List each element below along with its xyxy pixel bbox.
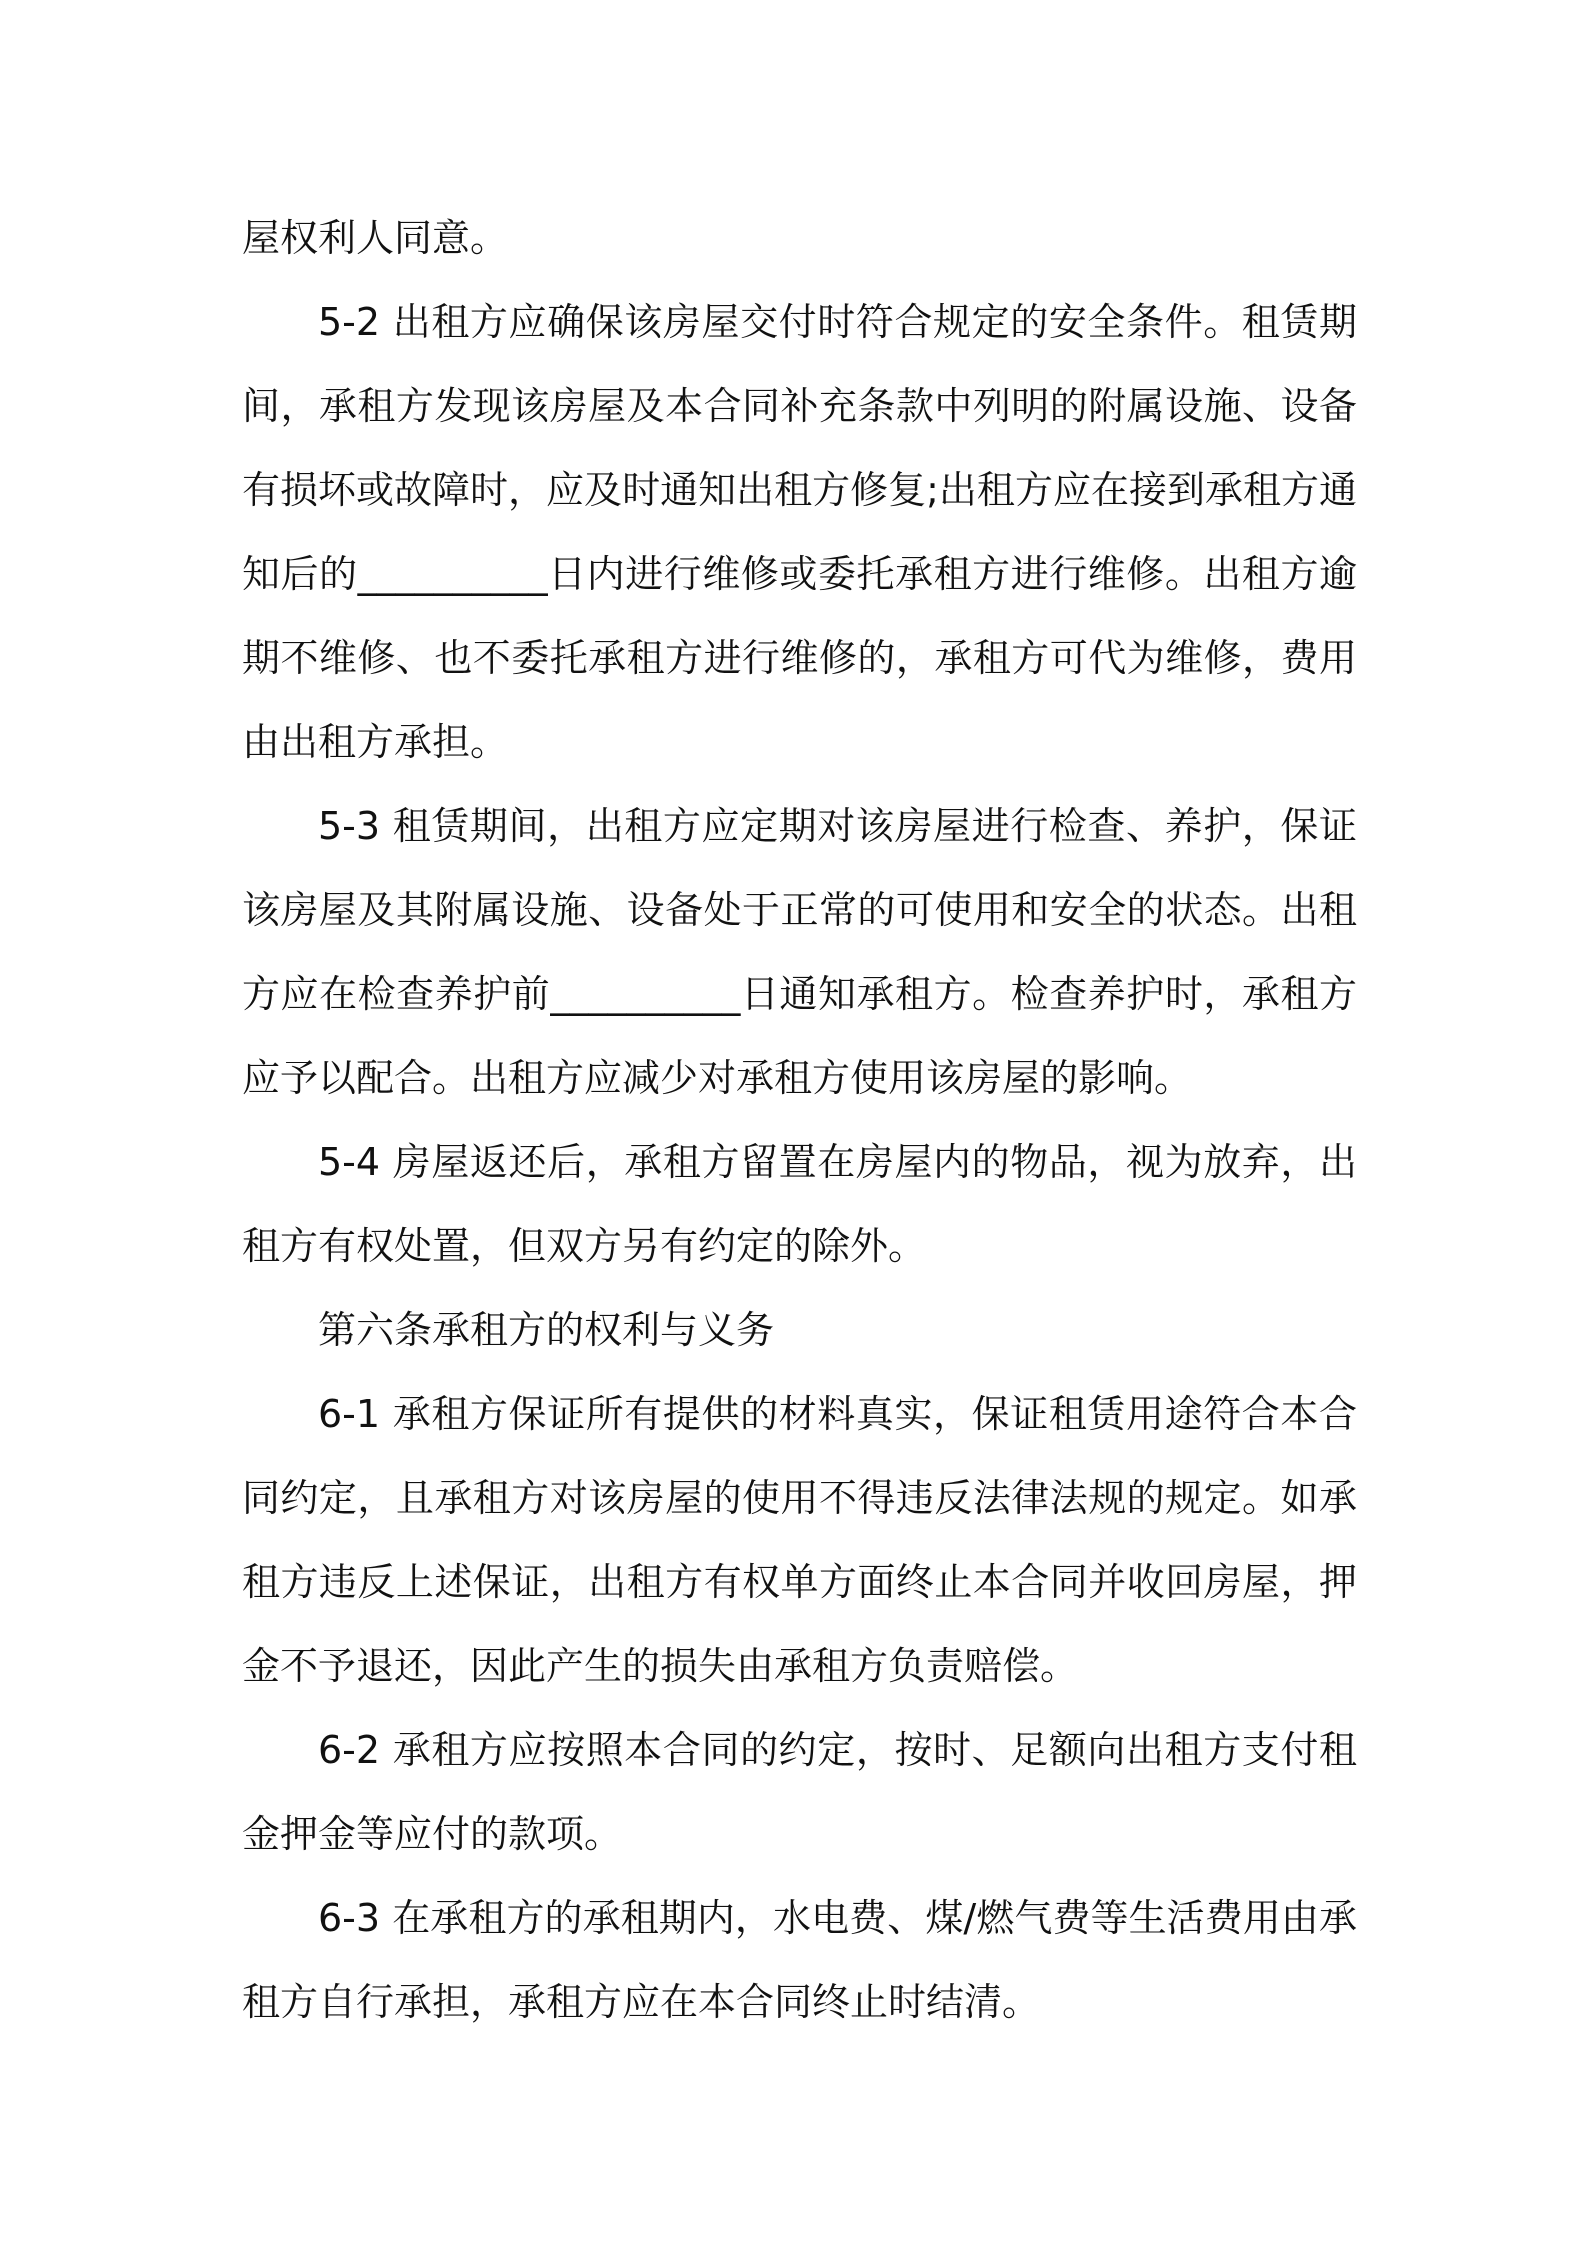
section-heading-article-6: 第六条承租方的权利与义务 [318, 1308, 775, 1352]
paragraph-clause-6-3: 6-3 在承租方的承租期内，水电费、煤/燃气费等生活费用由承租方自行承担，承租方应在本合同终止时结清。 [242, 1896, 1357, 2024]
paragraph-continuation: 屋权利人同意。 [242, 216, 509, 260]
paragraph-clause-5-3: 5-3 租赁期间，出租方应定期对该房屋进行检查、养护，保证该房屋及其附属设施、设备处于正常的可使用和安全的状态。出租方应在检查养护前__________日通知承租方。检查养护时，承租方应予以配合。出租方应减少对承租方使用该房屋的影响。 [242, 804, 1357, 1100]
paragraph-clause-6-1: 6-1 承租方保证所有提供的材料真实，保证租赁用途符合本合同约定，且承租方对该房屋的使用不得违反法律法规的规定。如承租方违反上述保证，出租方有权单方面终止本合同并收回房屋，押金不予退还，因此产生的损失由承租方负责赔偿。 [242, 1392, 1357, 1688]
paragraph-clause-5-2: 5-2 出租方应确保该房屋交付时符合规定的安全条件。租赁期间，承租方发现该房屋及本合同补充条款中列明的附属设施、设备有损坏或故障时，应及时通知出租方修复;出租方应在接到承租方通知后的__________日内进行维修或委托承租方进行维修。出租方逾期不维修、也不委托承租方进行维修的，承租方可代为维修，费用由出租方承担。 [242, 300, 1357, 764]
paragraph-clause-5-4: 5-4 房屋返还后，承租方留置在房屋内的物品，视为放弃，出租方有权处置，但双方另有约定的除外。 [242, 1140, 1357, 1268]
paragraph-clause-6-2: 6-2 承租方应按照本合同的约定，按时、足额向出租方支付租金押金等应付的款项。 [242, 1728, 1357, 1856]
document-page [242, 196, 1357, 2044]
